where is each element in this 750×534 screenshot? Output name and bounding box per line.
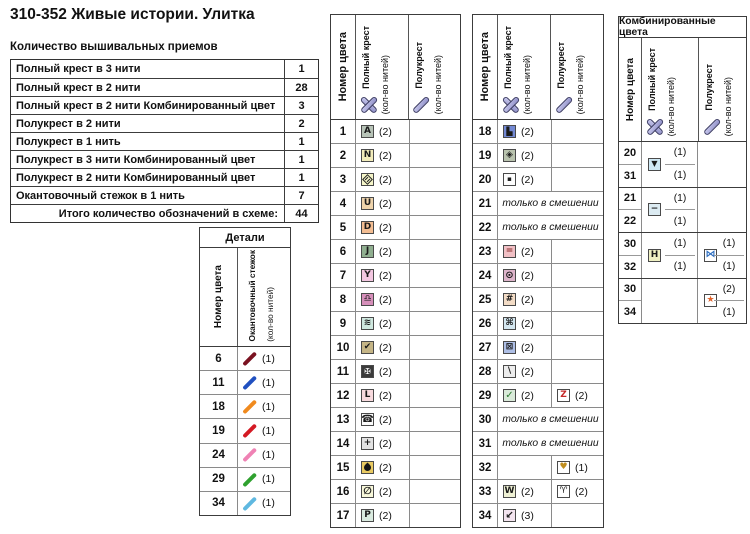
legend-row: 5 D (2) — [331, 215, 460, 239]
stitch-symbol: ∅ — [361, 485, 374, 498]
details-row: 6 (1) — [200, 347, 290, 370]
backstitch-line-icon — [242, 424, 256, 438]
legend-row: 6 J (2) — [331, 239, 460, 263]
stitch-symbol: H — [648, 249, 661, 262]
technique-label: Полный крест в 3 нити — [16, 63, 141, 75]
technique-row — [11, 96, 318, 114]
combined-colors-table — [618, 16, 747, 324]
legend-row: 12 L (2) — [331, 383, 460, 407]
backstitch-line-icon — [242, 375, 256, 389]
legend-row: 2 N (2) — [331, 143, 460, 167]
legend-row: 9 ≋ (2) — [331, 311, 460, 335]
legend-table-1 — [330, 14, 461, 528]
page-title: 310-352 Живые истории. Улитка — [10, 6, 255, 23]
combined-group: 21 22 − (1) (1) — [619, 187, 746, 233]
stitch-symbol: ▙ — [503, 125, 516, 138]
backstitch-line-icon — [242, 472, 256, 486]
legend-row: 25 # (2) — [473, 287, 603, 311]
diamond-hatch-icon — [361, 173, 374, 186]
legend-table-2 — [472, 14, 604, 528]
details-row: 19 (1) — [200, 418, 290, 442]
technique-label: Полукрест в 2 нити Комбинированный цвет — [16, 171, 256, 184]
stitch-symbol: L — [361, 389, 374, 402]
full-cross-header: Полный крест (кол-во нитей) — [497, 15, 550, 119]
stitch-symbol: ⋈ — [705, 249, 716, 261]
stitch-symbol: J — [361, 245, 374, 258]
legend-row: 15 (2) — [331, 455, 460, 479]
technique-label: Полукрест в 3 нити Комбинированный цвет — [16, 153, 256, 166]
color-number-header: Номер цвета — [337, 32, 349, 102]
technique-label: Полукрест в 2 нити — [16, 117, 121, 130]
mix-only-note: только в смешении — [497, 432, 603, 455]
stitch-symbol: \ — [503, 365, 516, 378]
stitch-symbol: ♥ — [557, 461, 570, 474]
cross-stitch-icon — [358, 95, 380, 115]
technique-row — [11, 150, 318, 168]
stitch-symbol: N — [361, 149, 374, 162]
color-number-header: Номер цвета — [213, 265, 224, 329]
backstitch-line-icon — [242, 400, 256, 414]
combined-title: Комбинированные цвета — [619, 17, 746, 38]
details-table — [199, 227, 291, 516]
stitch-symbol: ⌘ — [503, 317, 516, 330]
legend-row-mix: 22 только в смешении — [473, 215, 603, 239]
technique-label: Окантовочный стежок в 1 нить — [16, 189, 185, 202]
details-row: 29 (1) — [200, 467, 290, 491]
details-body — [200, 347, 290, 515]
stitch-symbol: ▪ — [503, 173, 516, 186]
backstitch-line-icon — [242, 448, 256, 462]
details-title: Детали — [200, 228, 290, 248]
total-label: Итого количество обозначений в схеме: — [58, 207, 278, 220]
details-header — [200, 248, 290, 347]
combined-group: 30 32 H (1) (1) ⋈ (1) (1) — [619, 232, 746, 278]
stitch-symbol: ◈ — [503, 149, 516, 162]
legend-row: 14 + (2) — [331, 431, 460, 455]
legend-row: 17 P (2) — [331, 503, 460, 527]
stitch-symbol: P — [361, 509, 374, 522]
full-cross-header: Полный крест (кол-во нитей) — [641, 38, 698, 141]
details-row: 24 (1) — [200, 443, 290, 467]
legend-row: 19 ◈ (2) — [473, 143, 603, 167]
technique-count: 7 — [284, 187, 318, 204]
technique-count: 2 — [284, 115, 318, 132]
color-number-header: Номер цвета — [479, 32, 491, 102]
legend-row-mix: 30 только в смешении — [473, 407, 603, 431]
combined-group: 20 31 ▼ (1) (1) — [619, 142, 746, 187]
cross-stitch-icon — [644, 117, 666, 137]
stitch-symbol: ☎ — [361, 413, 374, 425]
backstitch-line-icon — [242, 496, 256, 510]
stitch-symbol: ≋ — [361, 317, 374, 330]
techniques-total-row — [11, 204, 318, 222]
color-number-header: Номер цвета — [624, 57, 636, 122]
legend-row: 11 ✠ (2) — [331, 359, 460, 383]
legend-row: 16 ∅ (2) — [331, 479, 460, 503]
legend-row-mix: 21 только в смешении — [473, 191, 603, 215]
stitch-symbol: ↙ — [503, 509, 516, 522]
mix-only-note: только в смешении — [497, 216, 603, 239]
technique-label: Полный крест в 2 нити Комбинированный цвет — [16, 99, 276, 112]
half-cross-header: Полукрест (кол-во нитей) — [408, 15, 461, 119]
stitch-symbol: A — [361, 125, 374, 138]
legend-body — [473, 120, 603, 527]
stitch-symbol: Y — [361, 269, 374, 282]
droplet-icon — [361, 461, 374, 474]
mix-only-note: только в смешении — [497, 192, 603, 215]
stitch-symbol: ✓ — [503, 389, 516, 402]
cross-stitch-icon — [500, 95, 522, 115]
legend-row: 26 ⌘ (2) — [473, 311, 603, 335]
technique-row — [11, 168, 318, 186]
legend-row: 32 ♥ (1) — [473, 455, 603, 479]
legend-row: 13 ☎ (2) — [331, 407, 460, 431]
technique-count: 1 — [284, 151, 318, 168]
legend-body — [331, 120, 460, 527]
stitch-symbol: ⊙ — [503, 269, 516, 282]
legend-row: 8 ♎ (2) — [331, 287, 460, 311]
stitch-symbol: D — [361, 221, 374, 234]
legend-row: 27 ⊠ (2) — [473, 335, 603, 359]
combined-body — [619, 142, 746, 323]
legend-row-mix: 31 только в смешении — [473, 431, 603, 455]
technique-count: 1 — [284, 60, 318, 78]
stitch-symbol: Z — [557, 389, 570, 402]
combined-header — [619, 38, 746, 142]
stitch-symbol: ⊠ — [503, 341, 516, 354]
half-cross-header: Полукрест (кол-во нитей) — [550, 15, 603, 119]
full-cross-header: Полный крест (кол-во нитей) — [355, 15, 408, 119]
technique-label: Полукрест в 1 нить — [16, 135, 121, 148]
legend-row: 1 A (2) — [331, 120, 460, 143]
details-row: 18 (1) — [200, 394, 290, 418]
legend-row: 34 ↙ (3) — [473, 503, 603, 527]
legend-row: 20 ▪ (2) — [473, 167, 603, 191]
technique-row — [11, 186, 318, 204]
legend-row: 23 = (2) — [473, 239, 603, 263]
half-cross-header: Полукрест (кол-во нитей) — [698, 38, 746, 141]
legend-row: 24 ⊙ (2) — [473, 263, 603, 287]
legend-row: 10 ✔ (2) — [331, 335, 460, 359]
legend-row: 4 U (2) — [331, 191, 460, 215]
stitch-symbol: ★ — [704, 294, 717, 307]
technique-row — [11, 60, 318, 78]
technique-row — [11, 132, 318, 150]
legend-row: 33 W (2) ♈ (2) — [473, 479, 603, 503]
technique-count: 1 — [284, 169, 318, 186]
stitch-symbol: − — [648, 203, 661, 216]
technique-count: 28 — [284, 79, 318, 96]
technique-count: 1 — [284, 133, 318, 150]
technique-count: 3 — [284, 97, 318, 114]
backstitch-line-icon — [242, 351, 256, 365]
stitch-symbol: ✠ — [361, 365, 374, 378]
techniques-table — [10, 59, 319, 223]
stitch-symbol: U — [361, 197, 374, 210]
half-stitch-icon — [411, 95, 433, 115]
legend-row: 28 \ (2) — [473, 359, 603, 383]
combined-group: 30 34 ★ (2) (1) — [619, 278, 746, 324]
stitch-symbol: + — [361, 437, 374, 450]
half-stitch-icon — [701, 117, 723, 137]
technique-row — [11, 114, 318, 132]
details-row: 34 (1) — [200, 491, 290, 515]
half-stitch-icon — [553, 95, 575, 115]
legend-header — [473, 15, 603, 120]
legend-row: 3 (2) — [331, 167, 460, 191]
stitch-symbol: ✔ — [361, 341, 374, 354]
legend-header — [331, 15, 460, 120]
stitch-symbol: W — [504, 486, 515, 496]
legend-row: 18 ▙ (2) — [473, 120, 603, 143]
mix-only-note: только в смешении — [497, 408, 603, 431]
technique-label: Полный крест в 2 нити — [16, 81, 141, 94]
stitch-symbol: ▼ — [648, 158, 661, 171]
technique-row — [11, 78, 318, 96]
legend-row: 7 Y (2) — [331, 263, 460, 287]
backstitch-header: Окантовочный стежок (кол-во нитей) — [237, 248, 290, 346]
stitch-symbol: # — [503, 293, 516, 306]
stitch-symbol: ♎ — [361, 293, 374, 306]
total-count: 44 — [284, 205, 318, 222]
details-row: 11 (1) — [200, 370, 290, 394]
techniques-caption: Количество вышивальных приемов — [10, 41, 218, 53]
stitch-symbol: ♈ — [557, 485, 570, 498]
stitch-symbol: = — [503, 245, 516, 258]
legend-row: 29 ✓ (2) Z (2) — [473, 383, 603, 407]
